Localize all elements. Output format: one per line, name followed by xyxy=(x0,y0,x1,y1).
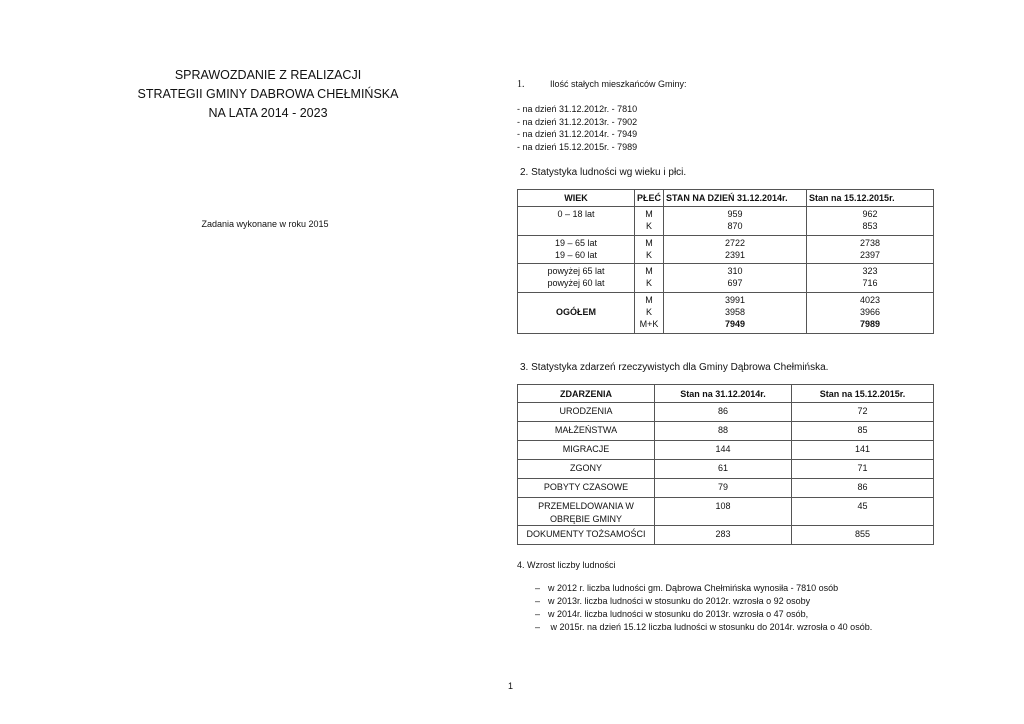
table-total-row xyxy=(518,292,934,333)
section1-heading xyxy=(517,79,687,90)
value-2014: 2722 xyxy=(725,237,746,248)
event-2015: 855 xyxy=(792,526,934,545)
sex-cell xyxy=(635,235,664,264)
section3-heading: 3. Statystyka zdarzeń rzeczywistych dla Gminy Dąbrowa Chełmińska. xyxy=(520,362,829,373)
value-2014: 3991 xyxy=(725,294,746,305)
value-2015-cell xyxy=(807,207,934,236)
age-value: powyżej 65 lat xyxy=(547,266,605,277)
sex-value: K xyxy=(646,278,653,289)
title-line-1: SPRAWOZDANIE Z REALIZACJI xyxy=(174,68,362,82)
table-row xyxy=(518,460,934,479)
age-cell xyxy=(518,264,635,293)
table-header-row xyxy=(518,190,934,207)
header-2015: Stan na 15.12.2015r. xyxy=(792,385,934,403)
section1-number: 1. xyxy=(517,79,525,90)
value-2015: 2397 xyxy=(859,249,881,260)
table-row xyxy=(518,235,934,264)
value-2015: 716 xyxy=(862,278,878,289)
header-2015: Stan na 15.12.2015r. xyxy=(807,190,934,207)
value-2014-cell xyxy=(664,292,807,333)
value-2015: 323 xyxy=(862,266,878,277)
total-label: OGÓŁEM xyxy=(518,292,635,333)
event-name: PRZEMELDOWANIA W OBRĘBIE GMINY xyxy=(518,498,655,526)
value-2015: 2738 xyxy=(859,237,881,248)
age-value: powyżej 60 lat xyxy=(547,278,605,289)
sex-cell xyxy=(635,292,664,333)
list-item xyxy=(535,608,872,621)
event-2014: 108 xyxy=(655,498,792,526)
event-2014: 144 xyxy=(655,441,792,460)
list-item-text: w 2013r. liczba ludności w stosunku do 2012r. wzrosła o 92 osoby xyxy=(548,596,811,606)
value-2015-cell xyxy=(807,235,934,264)
list-item-text: w 2014r. liczba ludności w stosunku do 2013r. wzrosła o 47 osób, xyxy=(548,609,809,619)
value-2015-total: 7989 xyxy=(859,319,881,330)
list-item xyxy=(535,595,872,608)
age-value: 19 – 65 lat xyxy=(554,237,598,248)
sex-value: M xyxy=(645,209,653,219)
value-2014: 310 xyxy=(727,266,743,277)
event-name: URODZENIA xyxy=(518,403,655,422)
events-table xyxy=(517,384,934,545)
value-2014-total: 7949 xyxy=(725,319,746,330)
section1-heading-text: Ilość stałych mieszkańców Gminy: xyxy=(550,79,687,89)
title-line-3: NA LATA 2014 - 2023 xyxy=(208,106,328,120)
event-2015: 85 xyxy=(792,422,934,441)
value-2015-cell xyxy=(807,292,934,333)
table-row xyxy=(518,403,934,422)
list-item-text: w 2015r. na dzień 15.12 liczba ludności w stosunku do 2014r. wzrosła o 40 osób. xyxy=(548,622,873,632)
page-number: 1 xyxy=(508,681,514,691)
sex-value: M xyxy=(645,294,653,305)
sex-value: K xyxy=(646,221,653,232)
event-2015: 71 xyxy=(792,460,934,479)
population-item: - na dzień 31.12.2013r. - 7902 xyxy=(517,116,638,127)
dash-bullet: – xyxy=(535,583,541,593)
event-2015: 72 xyxy=(792,403,934,422)
value-2014: 2391 xyxy=(725,249,746,260)
header-2014: Stan na 31.12.2014r. xyxy=(655,385,792,403)
value-2014: 697 xyxy=(727,278,743,289)
event-2014: 79 xyxy=(655,479,792,498)
value-2015: 853 xyxy=(862,221,878,232)
value-2014-cell xyxy=(664,207,807,236)
population-list xyxy=(517,103,637,153)
table-row xyxy=(518,498,934,526)
age-cell xyxy=(518,235,635,264)
event-2014: 86 xyxy=(655,403,792,422)
list-item xyxy=(535,621,872,634)
age-cell xyxy=(518,207,635,236)
value-2014: 959 xyxy=(727,209,743,219)
dash-bullet: – xyxy=(535,609,541,619)
dash-bullet: – xyxy=(535,596,541,606)
event-name: MAŁŻEŃSTWA xyxy=(518,422,655,441)
subtitle: Zadania wykonane w roku 2015 xyxy=(201,219,329,229)
value-2015: 962 xyxy=(862,209,878,219)
event-name: ZGONY xyxy=(518,460,655,479)
age-value: 0 – 18 lat xyxy=(557,209,595,219)
value-2014: 870 xyxy=(727,221,743,232)
header-sex: PŁEĆ xyxy=(635,190,664,207)
section4-heading: 4. Wzrost liczby ludności xyxy=(517,560,616,570)
event-2014: 283 xyxy=(655,526,792,545)
table-row xyxy=(518,264,934,293)
event-name: POBYTY CZASOWE xyxy=(518,479,655,498)
event-name: MIGRACJE xyxy=(518,441,655,460)
event-2014: 61 xyxy=(655,460,792,479)
table-row xyxy=(518,479,934,498)
table-row xyxy=(518,207,934,236)
event-2015: 86 xyxy=(792,479,934,498)
value-2015-cell xyxy=(807,264,934,293)
sex-value: M+K xyxy=(639,319,659,330)
age-value: 19 – 60 lat xyxy=(554,249,598,260)
sex-value: K xyxy=(646,249,653,260)
dash-bullet: – xyxy=(535,622,541,632)
sex-value: M xyxy=(645,266,653,277)
header-age: WIEK xyxy=(518,190,635,207)
value-2014: 3958 xyxy=(725,307,746,318)
sex-cell xyxy=(635,207,664,236)
table-header-row xyxy=(518,385,934,403)
population-item: - na dzień 31.12.2012r. - 7810 xyxy=(517,104,638,114)
table-row xyxy=(518,526,934,545)
header-events: ZDARZENIA xyxy=(518,385,655,403)
sex-value: K xyxy=(646,307,653,318)
sex-value: M xyxy=(645,237,653,248)
event-name: DOKUMENTY TOŻSAMOŚCI xyxy=(518,526,655,545)
list-item xyxy=(535,582,872,595)
growth-list xyxy=(535,582,872,634)
header-2014: STAN NA DZIEŃ 31.12.2014r. xyxy=(664,190,807,207)
value-2015: 4023 xyxy=(859,294,881,305)
value-2015: 3966 xyxy=(859,307,881,318)
value-2014-cell xyxy=(664,264,807,293)
document-title xyxy=(118,66,418,123)
population-item: - na dzień 15.12.2015r. - 7989 xyxy=(517,141,638,152)
event-2015: 141 xyxy=(792,441,934,460)
value-2014-cell xyxy=(664,235,807,264)
population-item: - na dzień 31.12.2014r. - 7949 xyxy=(517,129,638,140)
event-2014: 88 xyxy=(655,422,792,441)
title-line-2: STRATEGII GMINY DABROWA CHEŁMIŃSKA xyxy=(137,87,399,101)
age-sex-table xyxy=(517,189,934,334)
list-item-text: w 2012 r. liczba ludności gm. Dąbrowa Chełmińska wynosiła - 7810 osób xyxy=(548,583,839,593)
table-row xyxy=(518,441,934,460)
sex-cell xyxy=(635,264,664,293)
event-2015: 45 xyxy=(792,498,934,526)
section2-heading: 2. Statystyka ludności wg wieku i płci. xyxy=(520,167,687,178)
table-row xyxy=(518,422,934,441)
